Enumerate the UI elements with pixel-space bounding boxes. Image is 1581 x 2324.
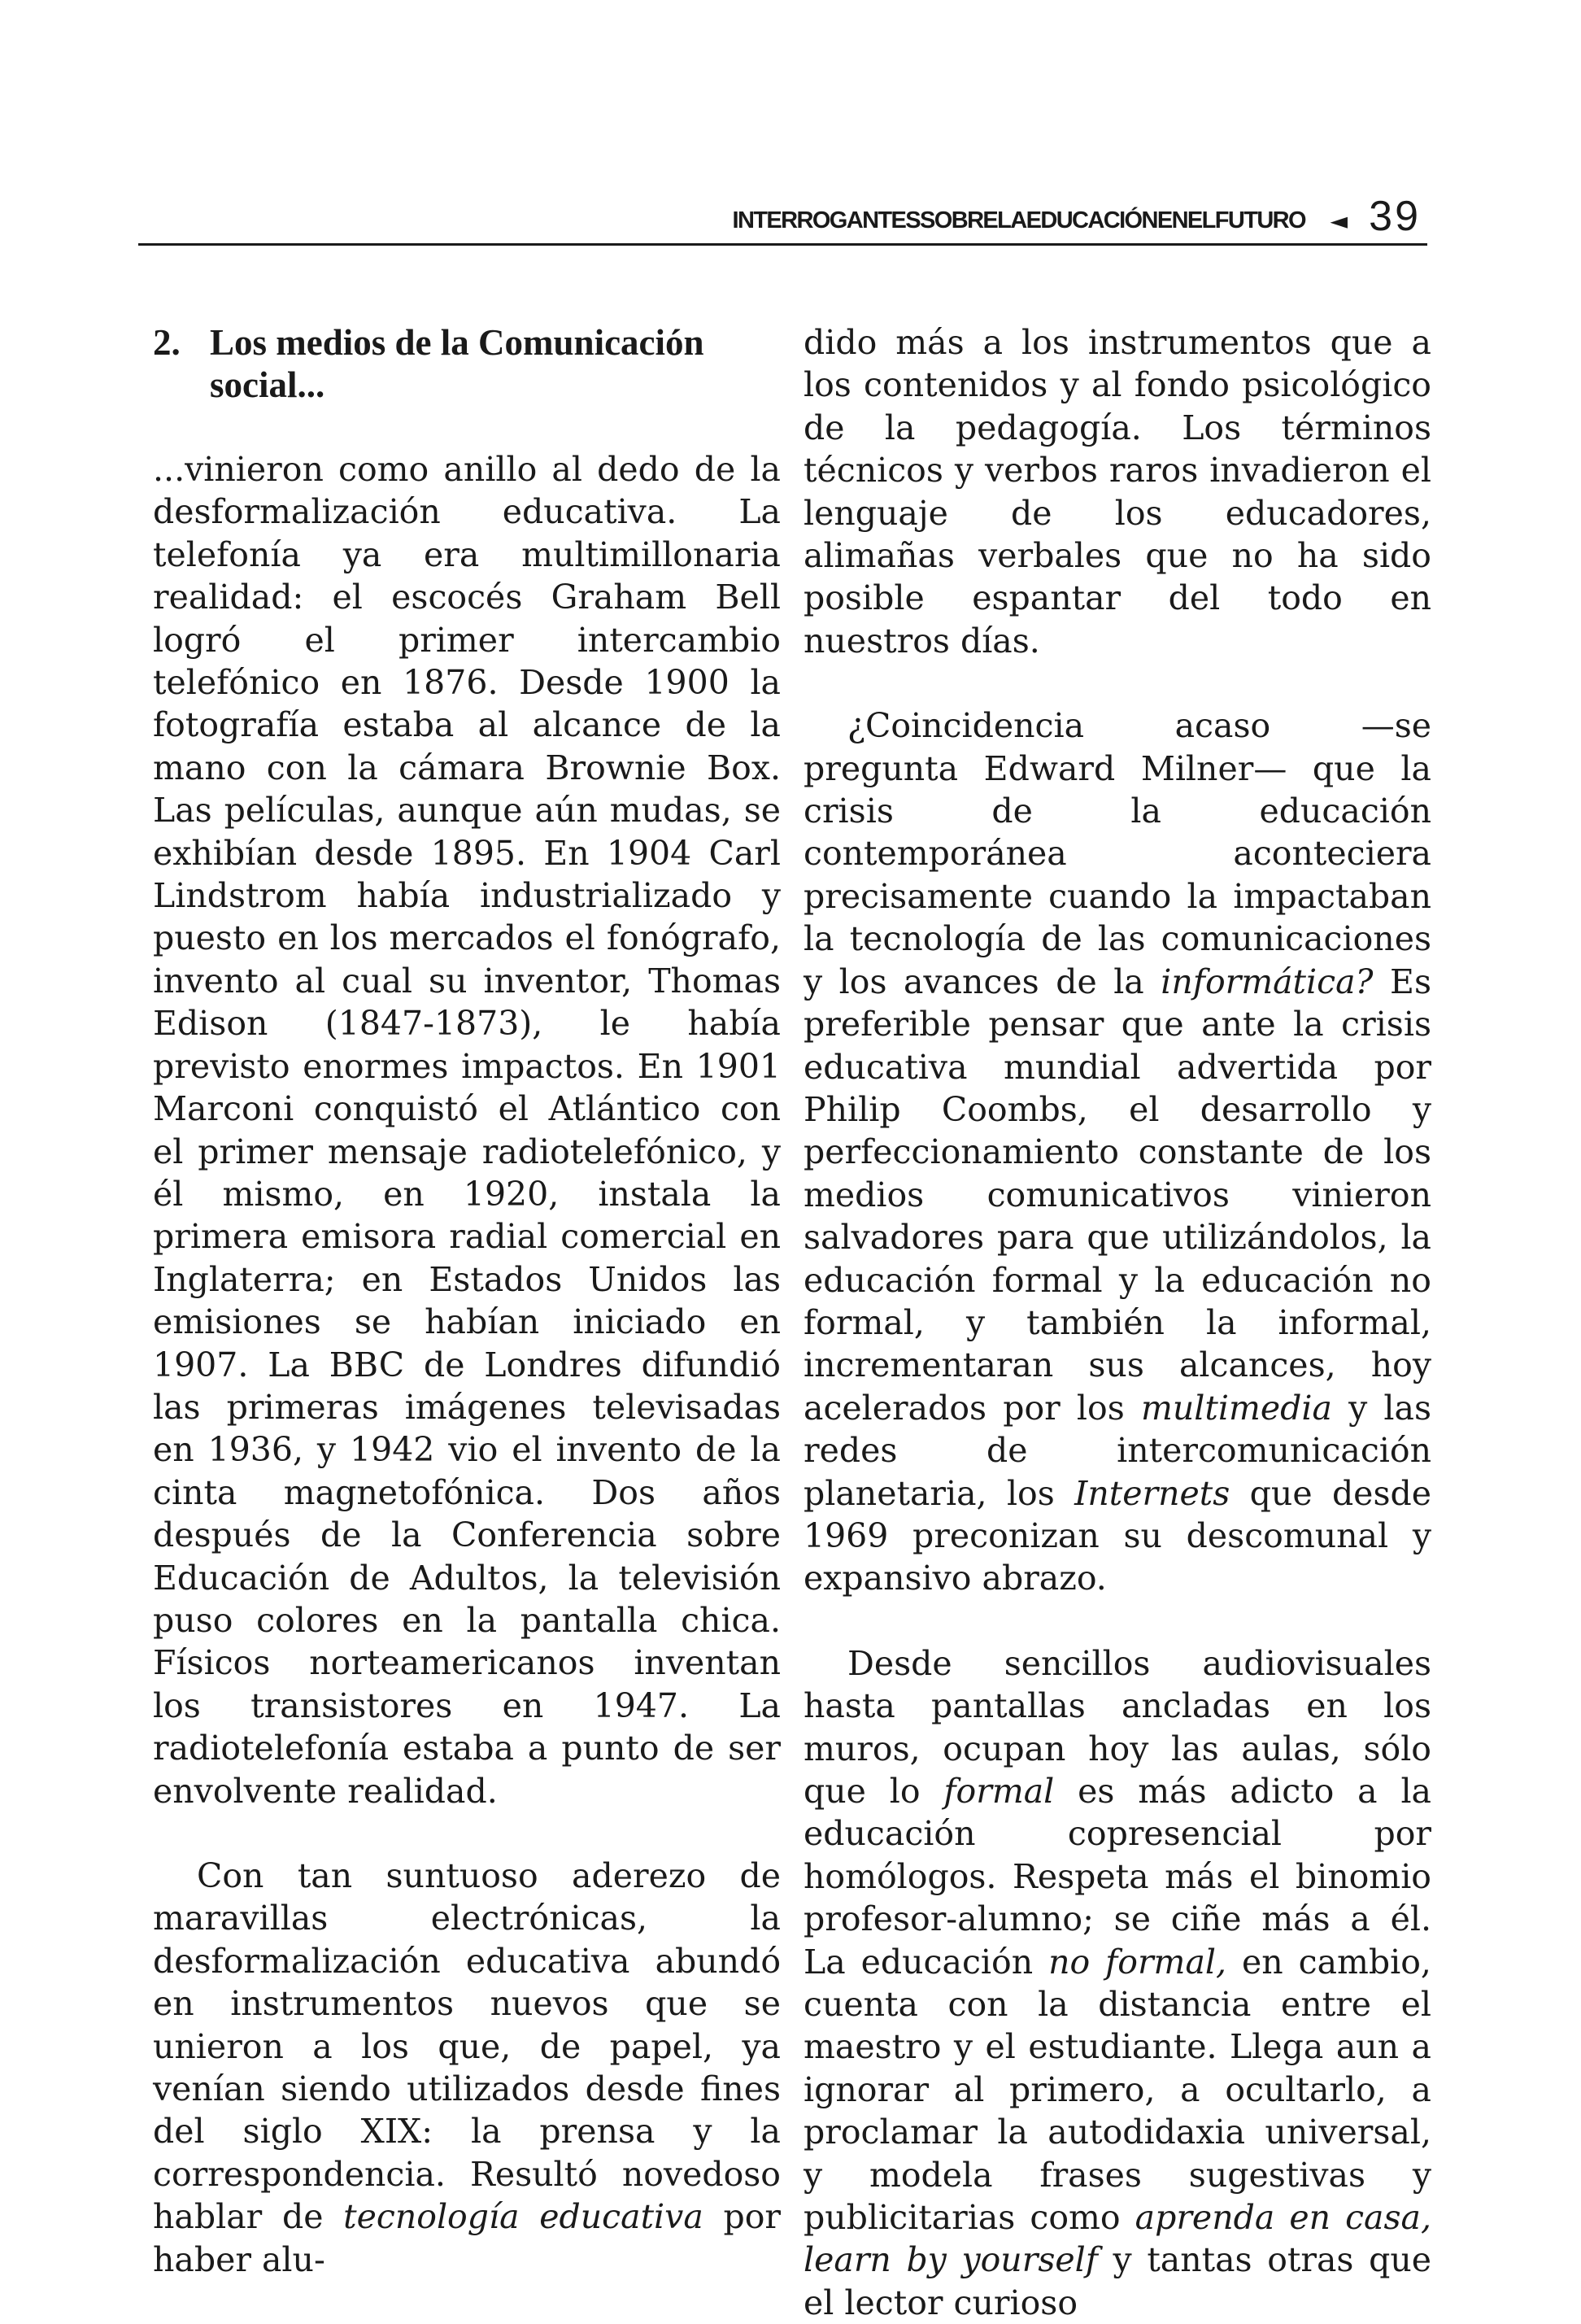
paragraph: Desde sencillos audiovisuales hasta pantallas ancladas en los muros, ocupan hoy las aulas, sólo que lo formal es más adicto a la educación copresencial por homólogos. Respeta más el binomio profesor-alumno; se ciñe más a él. La educación no formal, en cambio, cuenta con la distancia entre el maestro y el estudiante. Llega aun a ignorar al primero, a ocultarlo, a proclamar la autodidaxia universal, y modela frases sugestivas y publicitarias como aprenda en casa, learn by yourself y tantas otras que el lector curioso [804, 1643, 1431, 2322]
page-number: 39 [1369, 193, 1421, 240]
running-head: INTERROGANTESSOBRELAEDUCACIÓNENELFUTURO [732, 207, 1305, 233]
arrow-left-icon: ◄ [1330, 207, 1348, 234]
paragraph: ¿Coincidencia acaso —se pregunta Edward Milner— que la crisis de la educación contemporánea aconteciera precisamente cuando la impactaban la tecnología de las comunicaciones y los avances de la informática? Es preferible pensar que ante la crisis educativa mundial advertida por Philip Coombs, el desarrollo y perfeccionamiento constante de los medios comunicativos vinieron salvadores para que utilizándolos, la educación formal y la educación no formal, y también la informal, incrementaran sus alcances, hoy acelerados por los multimedia y las redes de intercomunicación planetaria, los Internets que desde 1969 preconizan su descomunal y expansivo abrazo. [804, 706, 1432, 1598]
paragraph: ...vinieron como anillo al dedo de la desformalización educativa. La telefonía ya era multimillonaria realidad: el escocés Graham Bell logró el primer intercambio telefónico en 1876. Desde 1900 la fotografía estaba al alcance de la mano con la cámara Brownie Box. Las películas, aunque aún mudas, se exhibían desde 1895. En 1904 Carl Lindstrom había industrializado y puesto en los mercados el fonógrafo, invento al cual su inventor, Thomas Edison (1847-1873), le había previsto enormes impactos. En 1901 Marconi conquistó el Atlántico con el primer mensaje radiotelefónico, y él mismo, en 1920, instala la primera emisora radial comercial en Inglaterra; en Estados Unidos las emisiones se habían iniciado en 1907. La BBC de Londres difundió las primeras imágenes televisadas en 1936, y 1942 vio el invento de la cinta magnetofónica. Dos años después de la Conferencia sobre Educación de Adultos, la televisión puso colores en la pantalla chica. Físicos norteamericanos inventan los transistores en 1947. La radiotelefonía estaba a punto de ser envolvente realidad. [153, 450, 781, 1811]
paragraph: Con tan suntuoso aderezo de maravillas electrónicas, la desformalización educativa abundó en instrumentos nuevos que se unieron a los que, de papel, ya venían siendo utilizados desde fines del siglo XIX: la prensa y la correspondencia. Resultó novedoso hablar de tecnología educativa por haber alu- [153, 1856, 781, 2279]
page-header [138, 189, 1427, 246]
right-column [804, 321, 1431, 2324]
section-heading [153, 321, 781, 406]
section-title: Los medios de la Comunicación social... [210, 322, 704, 405]
paragraph: dido más a los instrumentos que a los contenidos y al fondo psicológico de la pedagogía. Los términos técnicos y verbos raros invadieron el lenguaje de los educadores, alimañas verbales que no ha sido posible espantar del todo en nuestros días. [804, 323, 1431, 661]
left-column [153, 321, 781, 2281]
section-number: 2. [153, 322, 181, 363]
header-rule [138, 243, 1427, 246]
